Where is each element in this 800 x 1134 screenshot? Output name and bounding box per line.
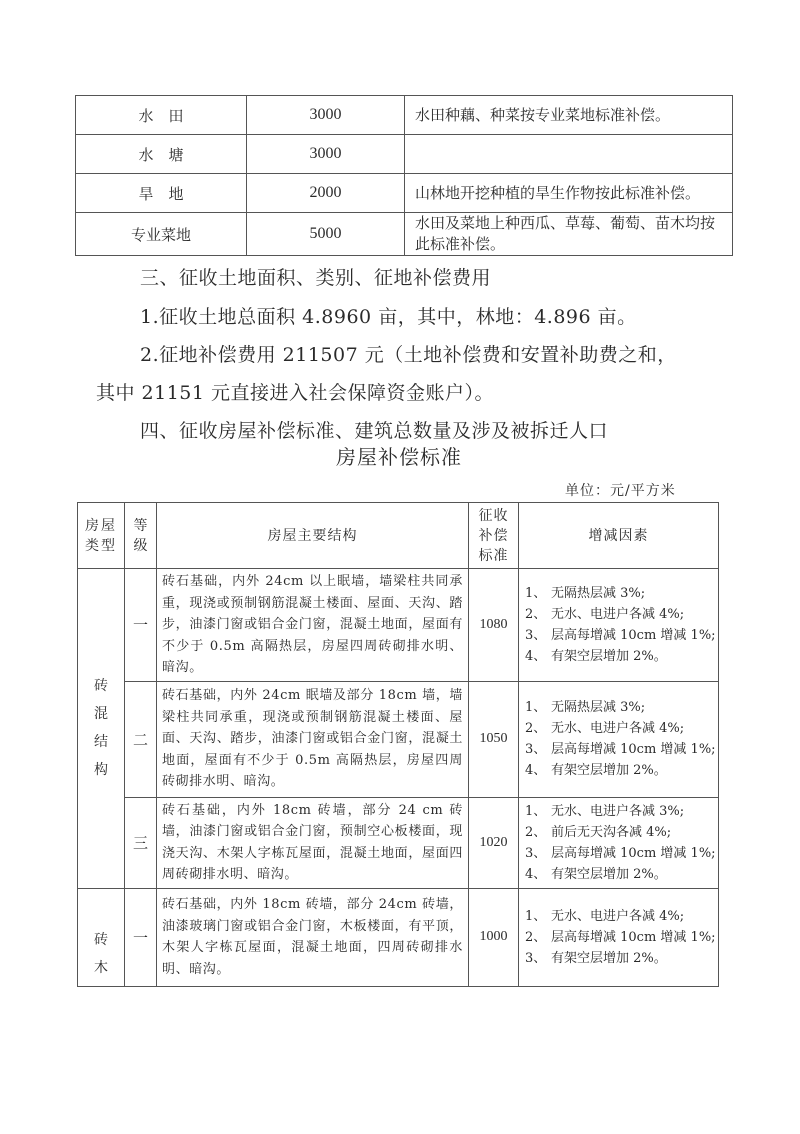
table-row xyxy=(78,681,719,797)
house-grade: 二 xyxy=(125,681,157,797)
factor-item: 1、 无隔热层减 3%; xyxy=(525,700,646,715)
house-factors xyxy=(519,569,719,682)
land-type: 专业菜地 xyxy=(76,213,247,256)
house-factors xyxy=(519,681,719,797)
factor-item: 3、 有架空层增加 2%。 xyxy=(525,950,667,966)
land-value: 3000 xyxy=(247,135,405,174)
house-price: 1050 xyxy=(469,681,519,797)
house-grade: 一 xyxy=(125,569,157,682)
factor-item: 3、 层高每增减 10cm 增减 1%; xyxy=(525,845,716,861)
factor-item: 1、 无水、电进户各减 4%; xyxy=(525,908,685,924)
table-row xyxy=(78,797,719,888)
house-price: 1020 xyxy=(469,797,519,888)
house-grade: 三 xyxy=(125,797,157,888)
land-note: 山林地开挖种植的旱生作物按此标准补偿。 xyxy=(405,174,733,213)
table-header-row xyxy=(78,503,719,569)
table-row xyxy=(76,174,733,213)
factor-item: 4、 有架空层增加 2%。 xyxy=(525,648,667,664)
section3-item2-line1: 2.征地补偿费用 211507 元（土地补偿费和安置补助费之和， xyxy=(140,344,677,366)
land-value: 3000 xyxy=(247,96,405,135)
table-title: 房屋补偿标准 xyxy=(336,445,462,469)
house-factors xyxy=(519,797,719,888)
land-note: 水田及菜地上种西瓜、草莓、葡萄、苗木均按此标准补偿。 xyxy=(405,213,733,256)
house-structure: 砖石基础，内外 24cm 眠墙及部分 18cm 墙，墙梁柱共同承重，现浇或预制钢筋混凝土楼面、屋面、天沟、踏步，油漆门窗或铝合金门窗，混凝土地面，屋面有不少于 0.5m 高隔热层，房屋四周砖砌排水明、暗沟。 xyxy=(157,681,469,797)
factor-item: 3、 层高每增减 10cm 增减 1%; xyxy=(525,627,716,643)
land-note xyxy=(405,135,733,174)
land-type: 水 田 xyxy=(76,96,247,135)
land-value: 5000 xyxy=(247,213,405,256)
house-type: 砖木 xyxy=(78,888,125,986)
header-type: 房屋类型 xyxy=(78,503,125,569)
house-structure: 砖石基础，内外 24cm 以上眠墙，墙梁柱共同承重，现浇或预制钢筋混凝土楼面、屋面、天沟、踏步，油漆门窗或铝合金门窗，混凝土地面，屋面有不少于 0.5m 高隔热层，房屋四周砖砌排水明、暗沟。 xyxy=(157,569,469,682)
header-structure: 房屋主要结构 xyxy=(157,503,469,569)
house-structure: 砖石基础，内外 18cm 砖墙，部分 24cm 砖墙，油漆玻璃门窗或铝合金门窗，木板楼面，有平顶，木架人字栋瓦屋面，混凝土地面，四周砖砌排水明、暗沟。 xyxy=(157,888,469,986)
unit-label: 单位：元/平方米 xyxy=(565,483,676,499)
land-compensation-table xyxy=(75,95,733,256)
house-price: 1000 xyxy=(469,888,519,986)
header-price: 征收补偿标准 xyxy=(469,503,519,569)
header-factors: 增减因素 xyxy=(519,503,719,569)
land-type: 水 塘 xyxy=(76,135,247,174)
factor-item: 1、 无隔热层减 3%; xyxy=(525,585,646,601)
house-grade: 一 xyxy=(125,888,157,986)
factor-item: 3、 层高每增减 10cm 增减 1%; xyxy=(525,742,716,757)
table-row xyxy=(76,96,733,135)
factor-item: 2、 层高每增减 10cm 增减 1%; xyxy=(525,929,716,945)
house-structure: 砖石基础，内外 18cm 砖墙，部分 24 cm 砖墙，油漆门窗或铝合金门窗，预制空心板楼面，现浇天沟、木架人字栋瓦屋面，混凝土地面，屋面四周砖砌排水明、暗沟。 xyxy=(157,797,469,888)
factor-item: 2、 无水、电进户各减 4%; xyxy=(525,721,685,736)
house-factors xyxy=(519,888,719,986)
house-compensation-table xyxy=(77,502,719,987)
factor-item: 4、 有架空层增加 2%。 xyxy=(525,763,667,778)
header-grade: 等级 xyxy=(125,503,157,569)
table-row xyxy=(76,213,733,256)
section3-item2-line2: 其中 21151 元直接进入社会保障资金账户）。 xyxy=(96,382,495,404)
section4-heading: 四、征收房屋补偿标准、建筑总数量及涉及被拆迁人口 xyxy=(140,420,609,442)
factor-item: 2、 无水、电进户各减 4%; xyxy=(525,606,685,622)
table-row xyxy=(76,135,733,174)
land-note: 水田种藕、种菜按专业菜地标准补偿。 xyxy=(405,96,733,135)
land-value: 2000 xyxy=(247,174,405,213)
house-type: 砖混结构 xyxy=(78,569,125,889)
section3-item1: 1.征收土地总面积 4.8960 亩，其中，林地：4.896 亩。 xyxy=(140,306,637,328)
section3-heading: 三、征收土地面积、类别、征地补偿费用 xyxy=(140,267,492,289)
land-type: 旱 地 xyxy=(76,174,247,213)
factor-item: 1、 无水、电进户各减 3%; xyxy=(525,803,685,819)
factor-item: 2、 前后无天沟各减 4%; xyxy=(525,824,672,840)
table-row xyxy=(78,569,719,682)
table-row xyxy=(78,888,719,986)
factor-item: 4、 有架空层增加 2%。 xyxy=(525,866,667,882)
house-price: 1080 xyxy=(469,569,519,682)
